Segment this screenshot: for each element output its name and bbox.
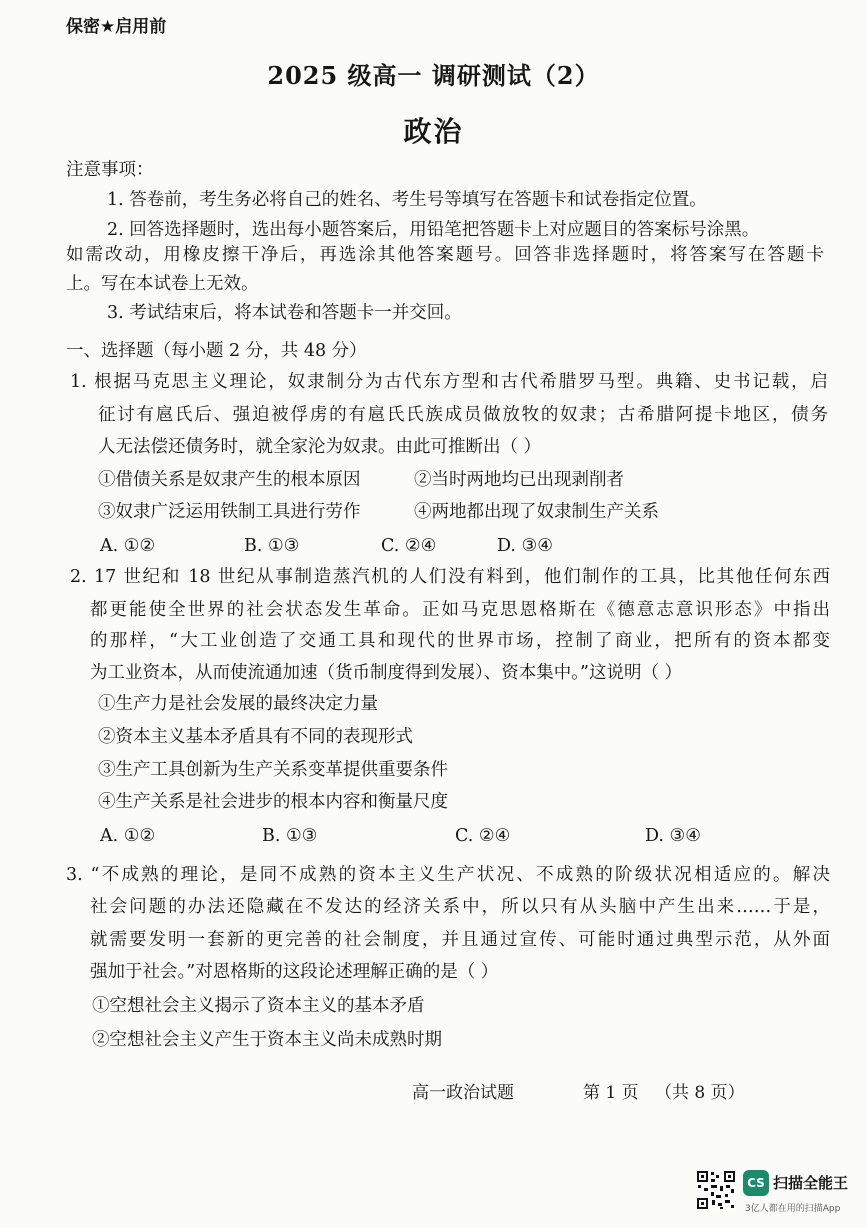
q1-option-d: D. ③④ [497,536,553,556]
q2-item-3: ③生产工具创新为生产关系变革提供重要条件 [98,760,448,780]
notice-line-3: 如需改动，用橡皮擦干净后，再选涂其他答案题号。回答非选择题时，将答案写在答题卡 [66,245,824,265]
qr-code-icon [696,1170,736,1210]
q3-stem-line-2: 社会问题的办法还隐藏在不发达的经济关系中，所以只有从头脑中产生出来……于是， [90,897,830,917]
q1-option-b: B. ①③ [244,536,300,556]
confidential-mark: 保密★启用前 [66,17,167,37]
q3-item-2: ②空想社会主义产生于资本主义尚未成熟时期 [92,1030,442,1050]
notice-line-2: 2. 回答选择题时，选出每小题答案后，用铅笔把答题卡上对应题目的答案标号涂黑。 [107,220,760,240]
exam-title: 2025 级高一 调研测试（2） [267,61,600,90]
q1-stem-line-2: 征讨有扈氏后、强迫被俘虏的有扈氏氏族成员做放牧的奴隶；古希腊阿提卡地区，债务 [98,405,828,425]
scanner-app-tagline: 3亿人都在用的扫描App [745,1204,841,1214]
scanner-app-name: 扫描全能王 [773,1174,849,1192]
q1-item-1: ①借债关系是奴隶产生的根本原因 [98,470,361,490]
q1-option-a: A. ①② [100,536,156,556]
q2-option-d: D. ③④ [645,826,701,846]
q1-item-2: ②当时两地均已出现剥削者 [414,470,624,490]
footer-exam-name: 高一政治试题 [412,1083,514,1103]
q1-stem-line-3: 人无法偿还债务时，就全家沦为奴隶。由此可推断出（ ） [98,437,542,457]
q1-option-c: C. ②④ [381,536,437,556]
q2-option-c: C. ②④ [455,826,511,846]
q2-stem-line-3: 的那样，“大工业创造了交通工具和现代的世界市场，控制了商业，把所有的资本都变 [90,631,830,651]
q2-option-a: A. ①② [100,826,156,846]
q2-item-2: ②资本主义基本矛盾具有不同的表现形式 [98,727,413,747]
q2-stem-line-4: 为工业资本，从而使流通加速（货币制度得到发展）、资本集中。”这说明（ ） [90,663,683,683]
q1-item-4: ④两地都出现了奴隶制生产关系 [414,502,659,522]
q3-item-1: ①空想社会主义揭示了资本主义的基本矛盾 [92,996,425,1016]
notice-line-1: 1. 答卷前，考生务必将自己的姓名、考生号等填写在答题卡和试卷指定位置。 [107,190,707,210]
q2-item-4: ④生产关系是社会进步的根本内容和衡量尺度 [98,792,448,812]
notice-line-5: 3. 考试结束后，将本试卷和答题卡一并交回。 [107,303,462,323]
q1-stem-line-1: 1. 根据马克思主义理论，奴隶制分为古代东方型和古代希腊罗马型。典籍、史书记载，启 [70,372,828,392]
notice-line-4: 上。写在本试卷上无效。 [66,274,259,294]
section-heading: 一、选择题（每小题 2 分，共 48 分） [66,341,367,361]
q2-stem-line-2: 都更能使全世界的社会状态发生革命。正如马克思恩格斯在《德意志意识形态》中指出 [90,600,830,620]
footer-page-number: 第 1 页 [583,1083,639,1103]
q3-stem-line-3: 就需要发明一套新的更完善的社会制度，并且通过宣传、可能时通过典型示范，从外面 [90,930,830,950]
subject-title: 政治 [403,115,464,148]
q3-stem-line-1: 3. “不成熟的理论，是同不成熟的资本主义生产状况、不成熟的阶级状况相适应的。解决 [66,865,830,885]
footer-total-pages: （共 8 页） [655,1083,745,1103]
q1-item-3: ③奴隶广泛运用铁制工具进行劳作 [98,502,361,522]
cs-logo-icon: CS [743,1170,769,1196]
notice-heading: 注意事项： [66,160,154,180]
q2-stem-line-1: 2. 17 世纪和 18 世纪从事制造蒸汽机的人们没有料到，他们制作的工具，比其他任何东西 [70,567,830,587]
q3-stem-line-4: 强加于社会。”对恩格斯的这段论述理解正确的是（ ） [90,962,499,982]
q2-item-1: ①生产力是社会发展的最终决定力量 [98,694,378,714]
q2-option-b: B. ①③ [262,826,318,846]
